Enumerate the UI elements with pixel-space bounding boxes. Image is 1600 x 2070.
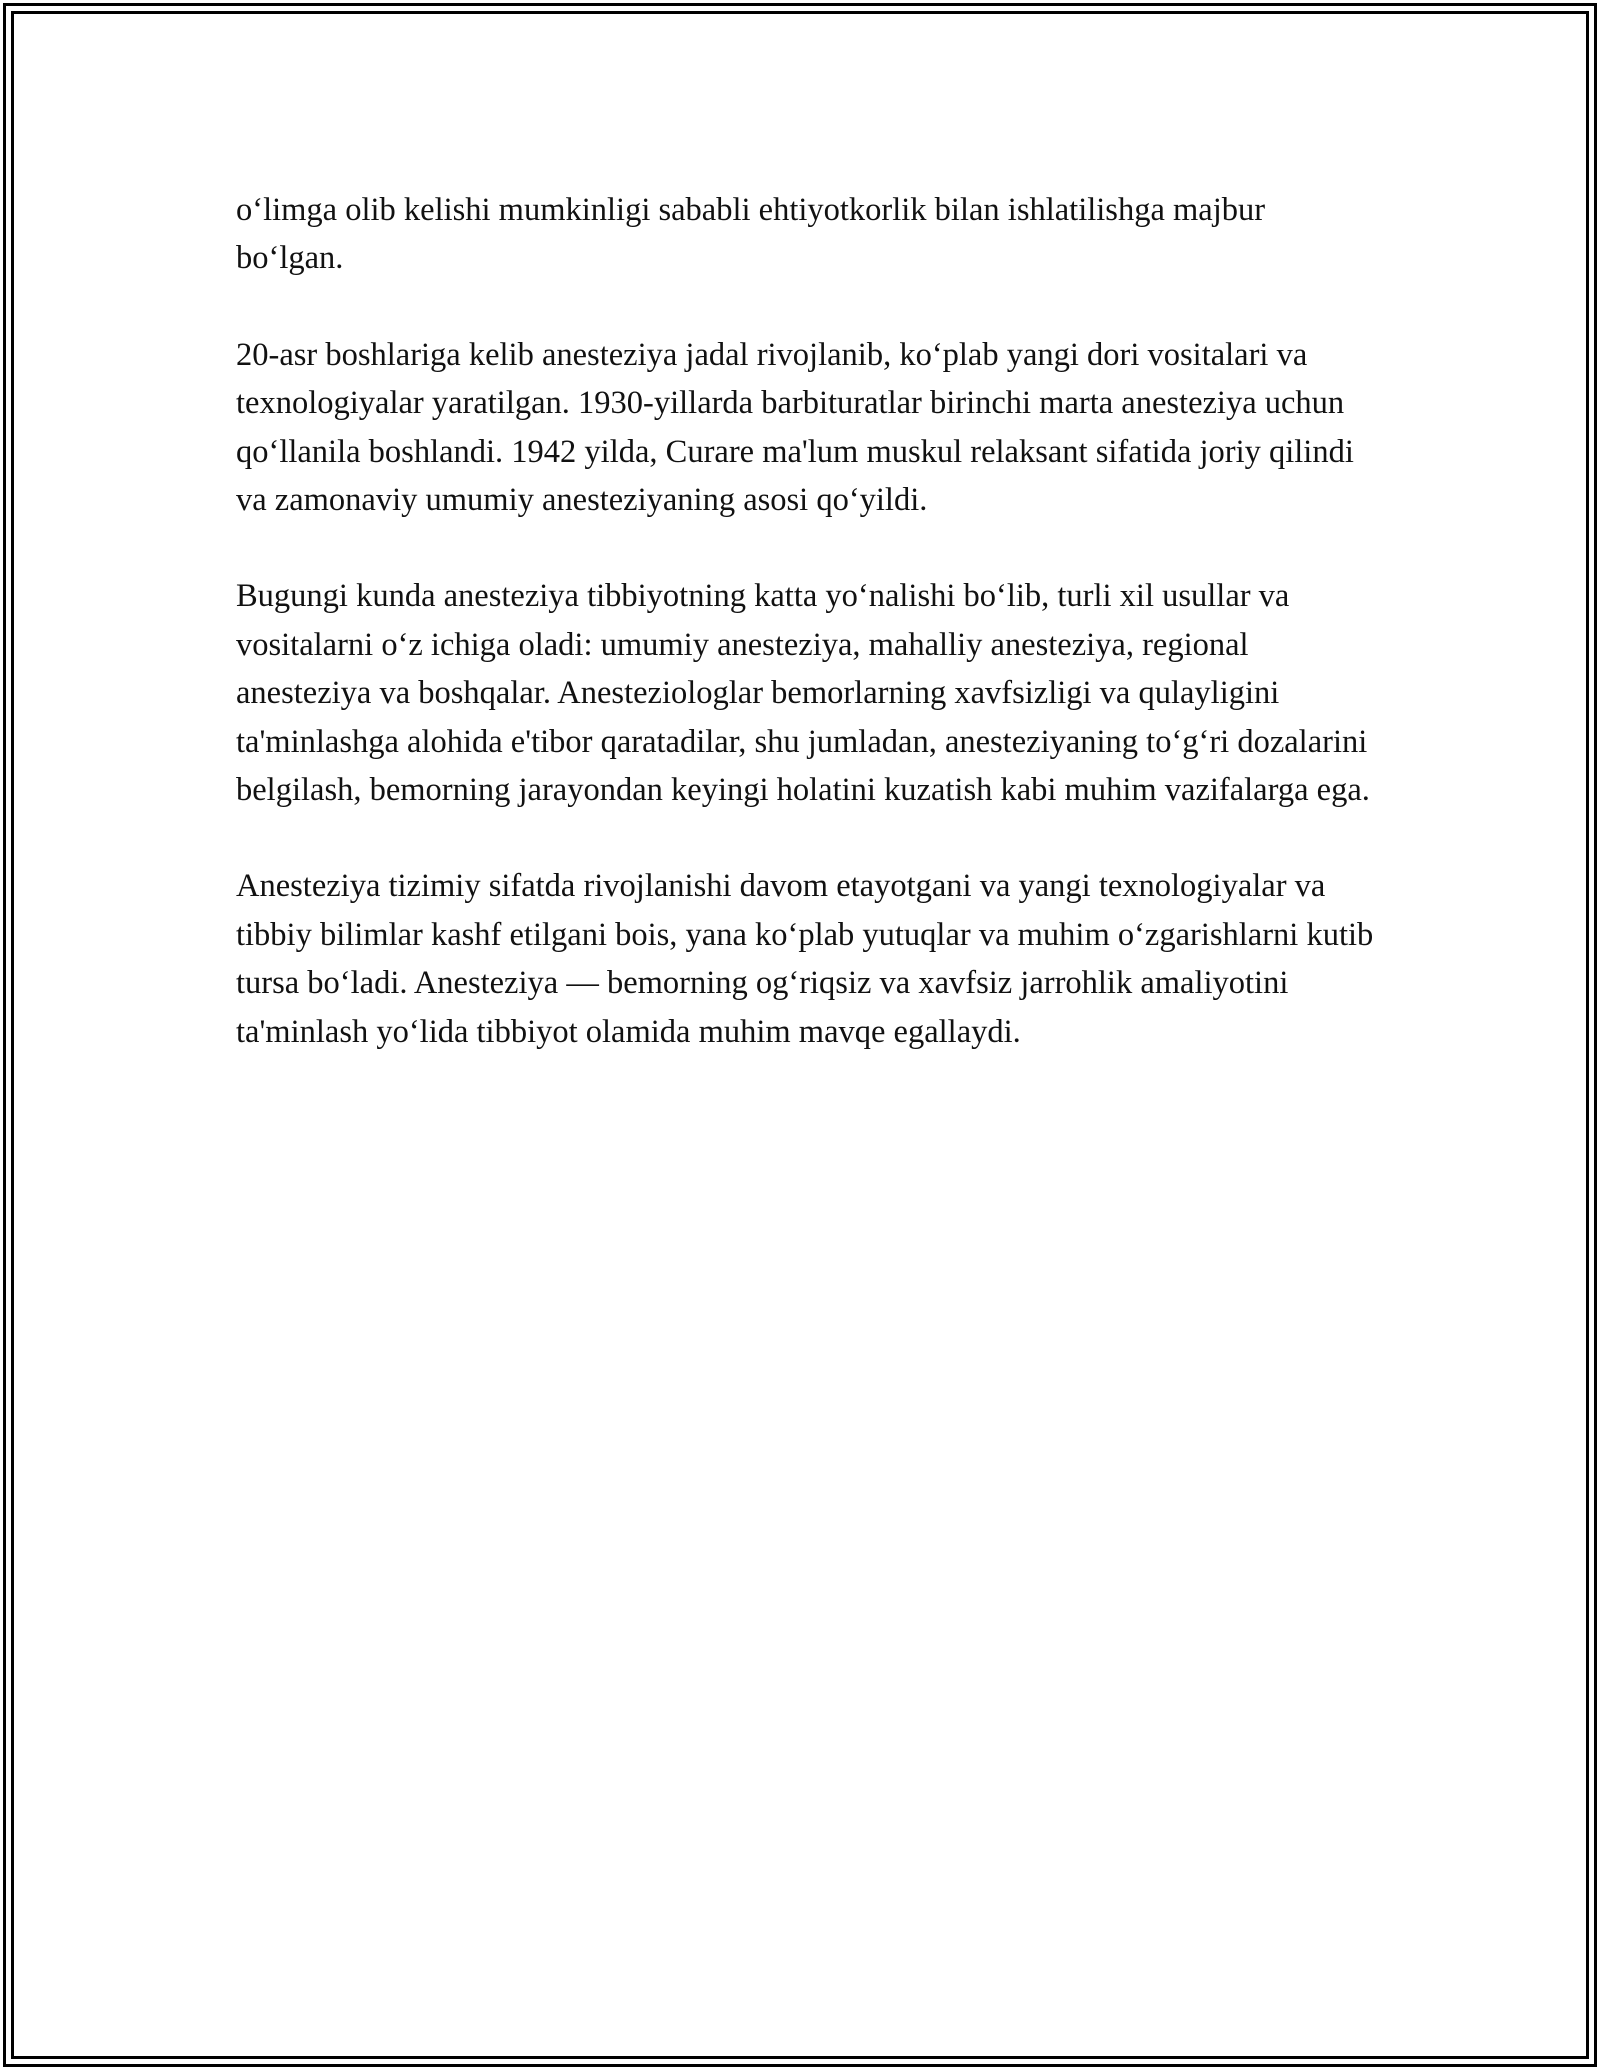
paragraph-4: Anesteziya tizimiy sifatda rivojlanishi davom etayotgani va yangi texnologiyalar va tibbiy bilimlar kashf etilgani bois, yana koʻplab yutuqlar va muhim oʻzgarishlarni kutib tursa boʻladi. Anesteziya — bemorning ogʻriqsiz va xavfsiz jarrohlik amaliyotini ta'minlash yoʻlida tibbiyot olamida muhim mavqe egallaydi.	[236, 868, 1374, 1050]
paragraph-2: 20-asr boshlariga kelib anesteziya jadal rivojlanib, koʻplab yangi dori vositalari va texnologiyalar yaratilgan. 1930-yillarda barbituratlar birinchi marta anesteziya uchun qoʻllanila boshlandi. 1942 yilda, Curare ma'lum muskul relaksant sifatida joriy qilindi va zamonaviy umumiy anesteziyaning asosi qoʻyildi.	[236, 336, 1354, 519]
document-body	[236, 186, 1376, 1104]
paragraph-1: oʻlimga olib kelishi mumkinligi sababli ehtiyotkorlik bilan ishlatilishga majbur boʻlgan.	[236, 192, 1266, 277]
paragraph-3: Bugungi kunda anesteziya tibbiyotning katta yoʻnalishi boʻlib, turli xil usullar va vositalarni oʻz ichiga oladi: umumiy anesteziya, mahalliy anesteziya, regional anesteziya va boshqalar. Anesteziologlar bemorlarning xavfsizligi va qulayligini ta'minlashga alohida e'tibor qaratadilar, shu jumladan, anesteziyaning toʻgʻri dozalarini belgilash, bemorning jarayondan keyingi holatini kuzatish kabi muhim vazifalarga ega.	[236, 578, 1370, 809]
